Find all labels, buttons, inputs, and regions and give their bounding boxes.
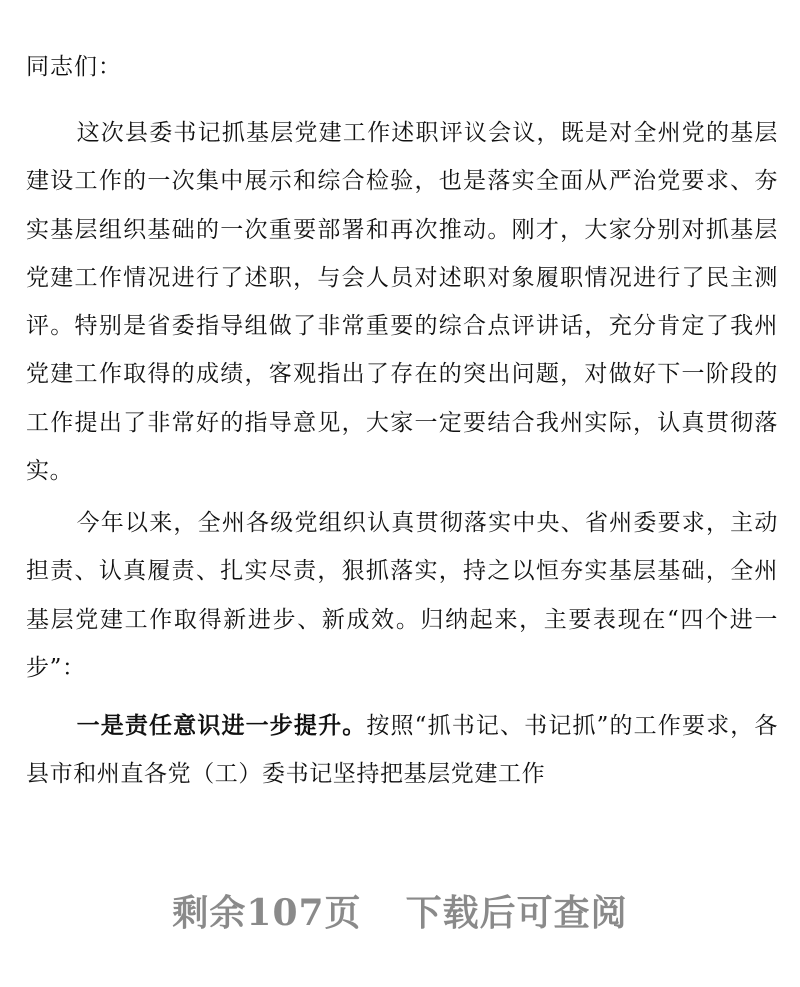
remaining-pages-label: 剩余107页	[172, 892, 362, 934]
paragraph-3-bold-lead: 一是责任意识进一步提升。	[76, 712, 367, 739]
download-hint-label[interactable]: 下载后可查阅	[405, 892, 628, 934]
paragraph-1: 这次县委书记抓基层党建工作述职评议会议，既是对全州党的基层建设工作的一次集中展示和综合检验，也是落实全面从严治党要求、夯实基层组织基础的一次重要部署和再次推动。刚才，大家分别对抓基层党建工作情况进行了述职，与会人员对述职对象履职情况进行了民主测评。特别是省委指导组做了非常重要的综合点评讲话，充分肯定了我州党建工作取得的成绩，客观指出了存在的突出问题，对做好下一阶段的工作提出了非常好的指导意见，大家一定要结合我州实际，认真贯彻落实。	[26, 120, 778, 485]
download-banner[interactable]	[0, 885, 800, 941]
paragraph-3-text: 按照“抓书记、书记抓”的工作要求，各县市和州直各党（工）委书记坚持把基层党建工作	[26, 713, 778, 788]
paragraph-2: 今年以来，全州各级党组织认真贯彻落实中央、省州委要求，主动担责、认真履责、扎实尽责，狠抓落实，持之以恒夯实基层基础，全州基层党建工作取得新进步、新成效。归纳起来，主要表现在“四个进一步”：	[26, 510, 778, 681]
paragraph-3	[26, 702, 778, 799]
greeting: 同志们：	[26, 54, 122, 80]
cropped-top-text-fragment	[440, 0, 540, 6]
